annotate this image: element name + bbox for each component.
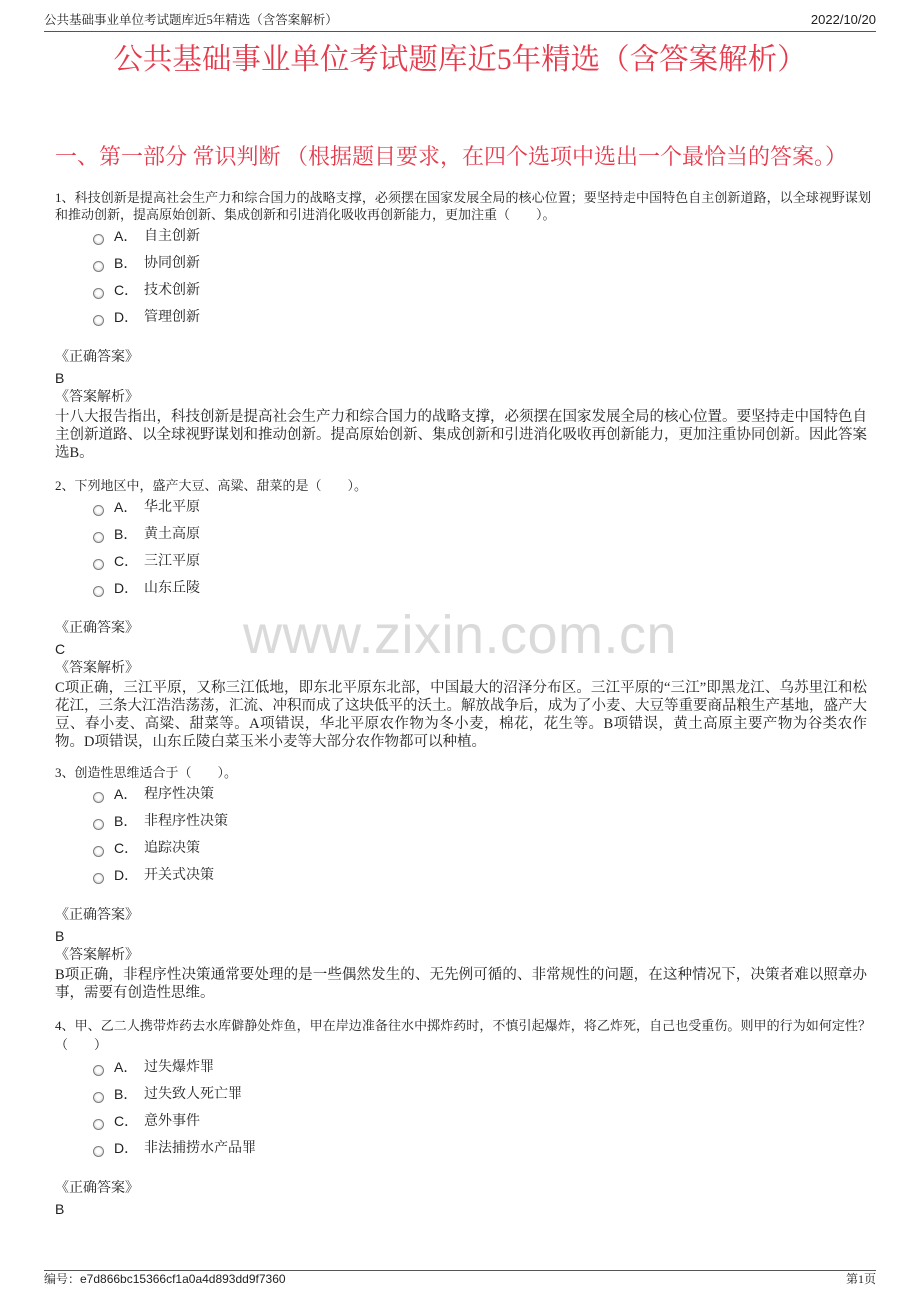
question-stem: 4、甲、乙二人携带炸药去水库僻静处炸鱼，甲在岸边准备往水中掷炸药时，不慎引起爆炸，将乙炸死，自己也受重伤。则甲的行为如何定性？（ ） [55,1018,871,1052]
radio-icon [93,288,104,299]
radio-icon [93,819,104,830]
option-text: 协同创新 [144,256,200,271]
option-text: 开关式决策 [144,868,214,883]
option-letter: B． [114,526,138,542]
radio-icon [93,234,104,245]
question-stem: 2、下列地区中，盛产大豆、高粱、甜菜的是（ ）。 [55,478,368,493]
option-text: 黄土高原 [144,527,200,542]
radio-icon [93,792,104,803]
option-text: 技术创新 [144,283,200,298]
question-2 [55,477,871,751]
option-text: 非法捕捞水产品罪 [144,1141,256,1156]
option-list [55,781,871,889]
header-divider [44,31,876,32]
option-a [55,223,871,250]
option-letter: D． [114,867,139,883]
option-text: 过失爆炸罪 [144,1060,214,1075]
option-letter: B． [114,255,138,271]
correct-answer: B [55,370,65,386]
correct-answer: B [55,1201,65,1217]
option-b [55,1081,871,1108]
option-a [55,781,871,808]
analysis-label: 《答案解析》 [55,661,139,676]
document-id: 编号：e7d866bc15366cf1a0a4d893dd9f7360 [44,1272,286,1286]
option-text: 过失致人死亡罪 [144,1087,242,1102]
analysis-label: 《答案解析》 [55,390,139,405]
answer-block [55,348,871,462]
option-text: 程序性决策 [144,787,214,802]
option-text: 自主创新 [144,229,200,244]
option-text: 意外事件 [144,1114,200,1129]
correct-answer-label: 《正确答案》 [55,350,139,365]
option-letter: B． [114,1086,138,1102]
option-a [55,494,871,521]
correct-answer: B [55,928,65,944]
option-d [55,1135,871,1162]
radio-icon [93,1065,104,1076]
question-4 [55,1016,871,1219]
analysis-text: B项正确，非程序性决策通常要处理的是一些偶然发生的、无先例可循的、非常规性的问题，在这种情况下，决策者难以照章办事，需要有创造性思维。 [55,967,867,1001]
correct-answer-label: 《正确答案》 [55,621,139,636]
question-3 [55,764,871,1002]
header-doc-title: 公共基础事业单位考试题库近5年精选（含答案解析） [44,13,338,27]
option-b [55,808,871,835]
option-text: 华北平原 [144,500,200,515]
option-a [55,1054,871,1081]
radio-icon [93,1119,104,1130]
option-text: 追踪决策 [144,841,200,856]
option-letter: A． [114,228,138,244]
option-letter: B． [114,813,138,829]
option-d [55,575,871,602]
radio-icon [93,315,104,326]
answer-block [55,906,871,1002]
radio-icon [93,1092,104,1103]
option-letter: D． [114,580,139,596]
radio-icon [93,873,104,884]
option-text: 三江平原 [144,554,200,569]
analysis-text: 十八大报告指出，科技创新是提高社会生产力和综合国力的战略支撑，必须摆在国家发展全局的核心位置。要坚持走中国特色自主创新道路、以全球视野谋划和推动创新。提高原始创新、集成创新和引进消化吸收再创新能力，更加注重协同创新。因此答案选B。 [55,409,867,461]
option-letter: A． [114,786,138,802]
question-1 [55,189,871,462]
option-letter: C． [114,282,139,298]
answer-block [55,619,871,751]
option-letter: C． [114,1113,139,1129]
option-c [55,277,871,304]
radio-icon [93,1146,104,1157]
correct-answer-label: 《正确答案》 [55,1181,139,1196]
question-stem: 3、创造性思维适合于（ ）。 [55,765,238,780]
option-letter: C． [114,840,139,856]
option-letter: C． [114,553,139,569]
answer-block [55,1179,871,1219]
option-letter: A． [114,1059,138,1075]
radio-icon [93,846,104,857]
option-c [55,548,871,575]
option-letter: D． [114,309,139,325]
option-b [55,250,871,277]
option-letter: D． [114,1140,139,1156]
option-text: 管理创新 [144,310,200,325]
analysis-text: C项正确，三江平原，又称三江低地，即东北平原东北部，中国最大的沼泽分布区。三江平原的“三江”即黑龙江、乌苏里江和松花江，三条大江浩浩荡荡，汇流、冲积而成了这块低平的沃土。解放战争后，成为了小麦、大豆等重要商品粮生产基地，盛产大豆、春小麦、高粱、甜菜等。A项错误，华北平原农作物为冬小麦，棉花，花生等。B项错误，黄土高原主要产物为谷类农作物。D项错误，山东丘陵白菜玉米小麦等大部分农作物都可以种植。 [55,680,867,750]
option-c [55,1108,871,1135]
radio-icon [93,586,104,597]
option-list [55,494,871,602]
option-text: 山东丘陵 [144,581,200,596]
section-heading: 一、第一部分 常识判断 （根据题目要求，在四个选项中选出一个最恰当的答案。） [55,144,848,169]
option-c [55,835,871,862]
page-number: 第1页 [845,1272,876,1286]
header-date: 2022/10/20 [810,12,876,27]
option-b [55,521,871,548]
option-d [55,862,871,889]
watermark: www.zixin.com.cn [242,605,678,665]
radio-icon [93,532,104,543]
analysis-label: 《答案解析》 [55,948,139,963]
option-letter: A． [114,499,138,515]
option-d [55,304,871,331]
correct-answer: C [55,641,66,657]
radio-icon [93,559,104,570]
radio-icon [93,505,104,516]
correct-answer-label: 《正确答案》 [55,908,139,923]
question-stem: 1、科技创新是提高社会生产力和综合国力的战略支撑，必须摆在国家发展全局的核心位置；要坚持走中国特色自主创新道路，以全球视野谋划和推动创新，提高原始创新、集成创新和引进消化吸收再创新能力，更加注重（ ）。 [55,190,871,222]
option-list [55,223,871,331]
option-text: 非程序性决策 [144,814,228,829]
footer-divider [44,1270,876,1271]
option-list [55,1054,871,1162]
radio-icon [93,261,104,272]
document-title: 公共基础事业单位考试题库近5年精选（含答案解析） [113,44,807,76]
